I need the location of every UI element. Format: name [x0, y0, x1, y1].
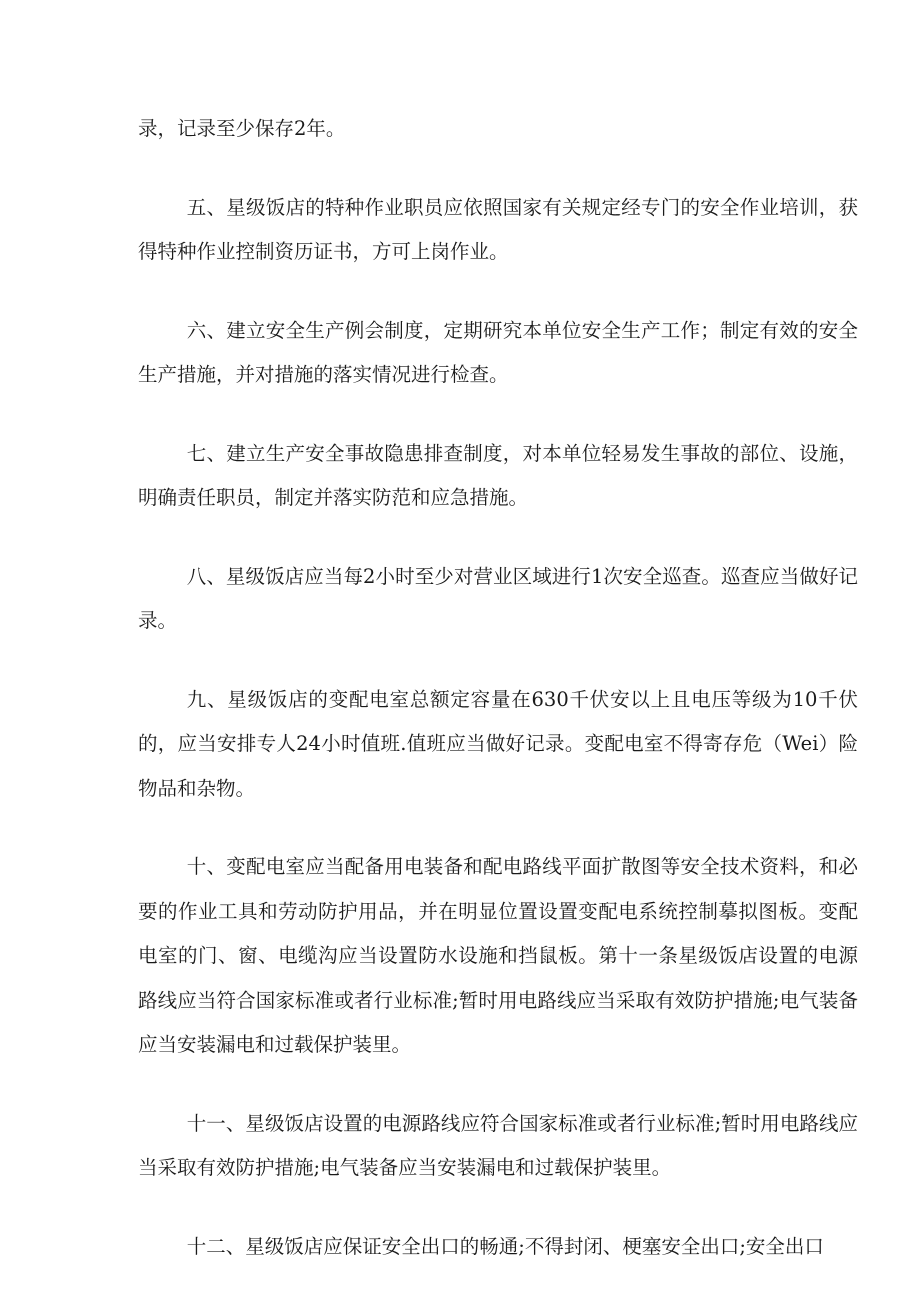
document-body [138, 107, 858, 1303]
paragraph-item-10: 十、变配电室应当配备用电装备和配电路线平面扩散图等安全技术资料，和必要的作业工具和劳动防护用品，并在明显位置设置变配电系统控制摹拟图板。变配电室的门、窗、电缆沟应当设置防水设施和挡鼠板。第十一条星级饭店设置的电源路线应当符合国家标准或者行业标准;暂时用电路线应当采取有效防护措施;电气装备应当安装漏电和过载保护装里。 [138, 855, 858, 1056]
paragraph-item-9: 九、星级饭店的变配电室总额定容量在630千伏安以上且电压等级为10千伏的，应当安排专人24小时值班.值班应当做好记录。变配电室不得寄存危（Wei）险物品和杂物。 [138, 687, 858, 800]
paragraph-item-7: 七、建立生产安全事故隐患排查制度，对本单位轻易发生事故的部位、设施，明确责任职员，制定并落实防范和应急措施。 [138, 441, 858, 509]
paragraph-item-11: 十一、星级饭店设置的电源路线应符合国家标准或者行业标准;暂时用电路线应当采取有效防护措施;电气装备应当安装漏电和过载保护装里。 [138, 1111, 858, 1179]
paragraph-item-6: 六、建立安全生产例会制度，定期研究本单位安全生产工作；制定有效的安全生产措施，并对措施的落实情况进行检查。 [138, 318, 858, 386]
paragraph-item-5: 五、星级饭店的特种作业职员应依照国家有关规定经专门的安全作业培训，获得特种作业控制资历证书，方可上岗作业。 [138, 195, 858, 263]
paragraph-continuation: 录，记录至少保存2年。 [138, 117, 346, 140]
paragraph-item-12: 十二、星级饭店应保证安全出口的畅通;不得封闭、梗塞安全出口;安全出口 [186, 1234, 824, 1258]
paragraph-item-8: 八、星级饭店应当每2小时至少对营业区域进行1次安全巡查。巡查应当做好记录。 [138, 564, 858, 632]
